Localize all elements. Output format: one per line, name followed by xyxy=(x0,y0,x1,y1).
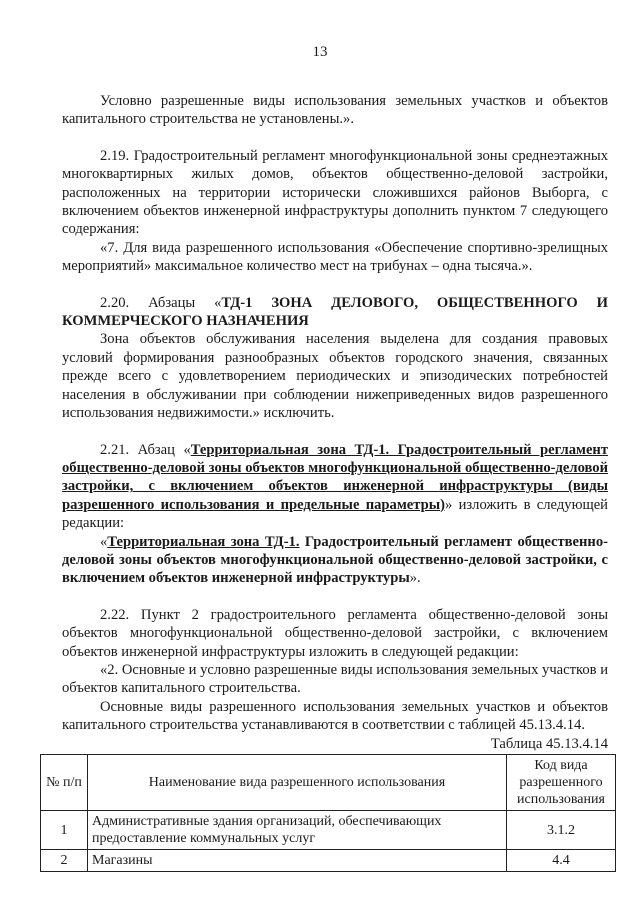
row-name: Административные здания организаций, обеспечивающих предоставление коммунальных услуг xyxy=(88,811,507,850)
header-code: Код вида разрешенного использования xyxy=(507,755,616,811)
new-title-zone: Территориальная зона ТД-1. xyxy=(107,533,300,550)
header-num: № п/п xyxy=(41,755,88,811)
row-num: 2 xyxy=(41,850,88,872)
section-2-19-quote: «7. Для вида разрешенного использования «Обеспечение спортивно-зрелищных мероприятий» максимальное количество мест на трибунах – одна тысяча.». xyxy=(62,239,608,275)
document-body xyxy=(46,92,608,872)
section-2-19: 2.19. Градостроительный регламент многофункциональной зоны среднеэтажных многоквартирных жилых домов, объектов общественно-деловой застройки, расположенных на территории исторически сложившихся районов Выборга, с включением объектов инженерной инфраструктуры дополнить пунктом 7 следующего содержания: xyxy=(62,147,608,238)
row-num: 1 xyxy=(41,811,88,850)
section-2-20-body: Зона объектов обслуживания населения выделена для создания правовых условий формирования разнообразных объектов городского значения, связанных прежде всего с удовлетворением периодических и эпизодических потребностей населения в обслуживании при соблюдении нижеприведенных видов разрешенного использования недвижимости.» исключить. xyxy=(62,331,608,422)
table-row xyxy=(41,850,616,872)
section-2-21-intro: 2.21. Абзац « xyxy=(100,441,191,458)
section-2-21-old-title: Территориальная зона ТД-1. Градостроительный регламент общественно-деловой зоны объектов многофункциональной общественно-деловой застройки, с включением объектов инженерной инфраструктуры (виды разрешенного использования и предельные параметры) xyxy=(62,441,608,513)
section-2-22: 2.22. Пункт 2 градостроительного регламента общественно-деловой зоны объектов многофункциональной общественно-деловой застройки, с включением объектов инженерной инфраструктуры изложить в следующей редакции: xyxy=(62,606,608,660)
section-2-22-main: Основные виды разрешенного использования земельных участков и объектов капитального строительства устанавливаются в соответствии с таблицей 45.13.4.14. xyxy=(62,698,608,734)
header-name: Наименование вида разрешенного использования xyxy=(88,755,507,811)
table-header-row xyxy=(41,755,616,811)
table-row xyxy=(41,811,616,850)
row-code: 3.1.2 xyxy=(507,811,616,850)
table-caption: Таблица 45.13.4.14 xyxy=(490,735,608,752)
section-2-22-quote: «2. Основные и условно разрешенные виды использования земельных участков и объектов капитального строительства. xyxy=(62,661,608,697)
section-2-21-tail: » изложить в следующей редакции: xyxy=(62,496,608,532)
section-2-21-new-title xyxy=(62,533,608,588)
land-use-table xyxy=(40,754,616,872)
page-number: 13 xyxy=(312,44,328,60)
paragraph-prev-end: Условно разрешенные виды использования земельных участков и объектов капитального строительства не установлены.». xyxy=(62,93,608,128)
section-2-21 xyxy=(62,441,608,533)
section-2-20-intro: 2.20. Абзацы « xyxy=(100,294,222,311)
quote-close: ». xyxy=(409,570,421,587)
new-title-rest: Градостроительный регламент общественно-деловой зоны объектов многофункциональной общественно-деловой застройки, с включением объектов инженерной инфраструктуры xyxy=(62,533,608,587)
zone-heading-bold: ТД-1 ЗОНА ДЕЛОВОГО, ОБЩЕСТВЕННОГО И КОММЕРЧЕСКОГО НАЗНАЧЕНИЯ xyxy=(62,294,608,330)
row-name: Магазины xyxy=(88,850,507,872)
quote-open: « xyxy=(100,533,108,550)
row-code: 4.4 xyxy=(507,850,616,872)
section-2-20-heading xyxy=(62,294,608,331)
